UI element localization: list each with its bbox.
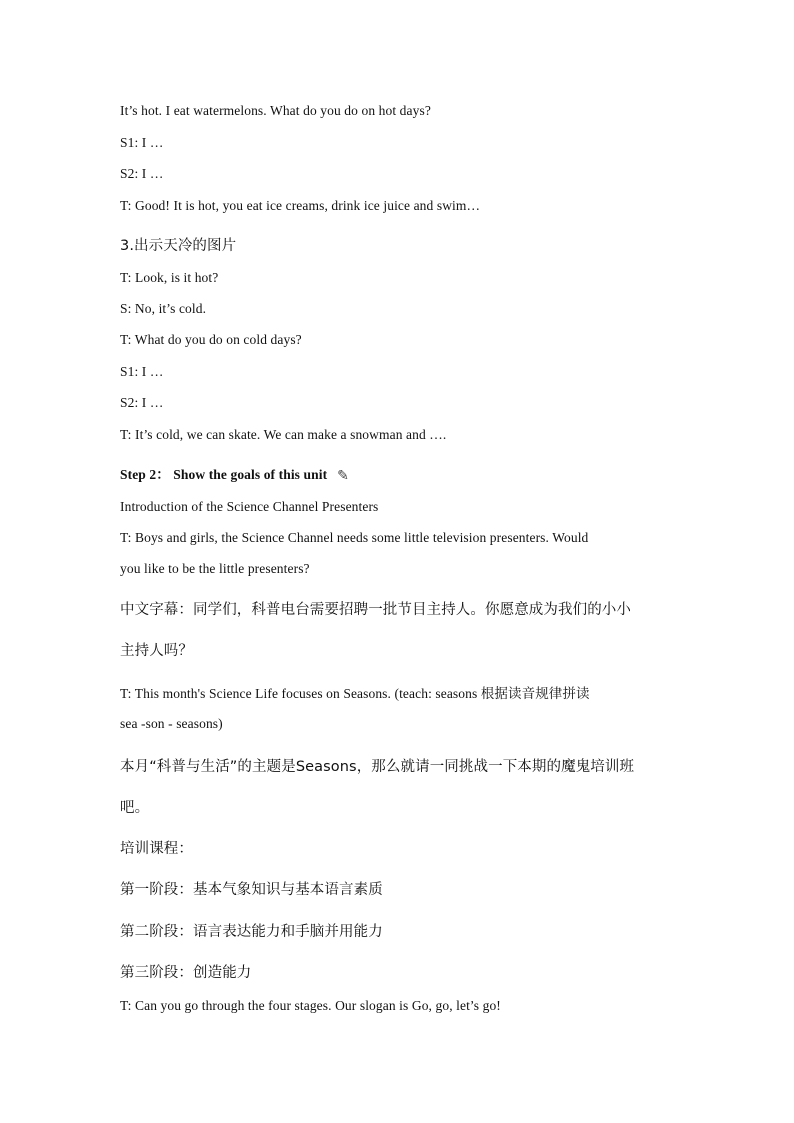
text-line: T: Good! It is hot, you eat ice creams, drink ice juice and swim… (120, 198, 481, 213)
text-line: It’s hot. I eat watermelons. What do you do on hot days? (120, 103, 431, 118)
text-line-chinese: 第一阶段：基本气象知识与基本语言素质 (120, 882, 383, 898)
text-line: you like to be the little presenters? (120, 561, 310, 576)
text-line-chinese: 主持人吗？ (120, 643, 193, 659)
text-line: T: This month's Science Life focuses on Seasons. (teach: seasons 根据读音规律拼读 (120, 686, 590, 701)
text-line: sea -son - seasons) (120, 716, 223, 731)
text-line-chinese: 吧。 (120, 800, 150, 816)
edit-icon: ✎ (337, 468, 350, 484)
text-line: T: What do you do on cold days? (120, 332, 302, 347)
text-line: S2: I … (120, 395, 164, 410)
step-heading (120, 463, 680, 484)
text-line-chinese: 中文字幕：同学们，科普电台需要招聘一批节目主持人。你愿意成为我们的小小 (120, 602, 631, 618)
text-line: T: Can you go through the four stages. Our slogan is Go, go, let’s go! (120, 998, 501, 1013)
text-line-chinese: 本月“科普与生活”的主题是Seasons，那么就请一同挑战一下本期的魔鬼培训班 (120, 759, 635, 775)
text-line-chinese: 第三阶段：创造能力 (120, 965, 252, 981)
text-line: Introduction of the Science Channel Presenters (120, 499, 379, 514)
text-line: S: No, it’s cold. (120, 301, 207, 316)
text-line: T: It’s cold, we can skate. We can make a snowman and …. (120, 427, 447, 442)
text-line-chinese: 第二阶段：语言表达能力和手脑并用能力 (120, 924, 383, 940)
text-line-heading: 3.出示天冷的图片 (120, 238, 237, 254)
text-line: T: Look, is it hot? (120, 270, 219, 285)
text-line-chinese: 培训课程： (120, 841, 193, 857)
text-line: S1: I … (120, 135, 164, 150)
step-heading-text: Step 2： Show the goals of this unit (120, 467, 328, 482)
text-line: S2: I … (120, 166, 164, 181)
text-line: T: Boys and girls, the Science Channel needs some little television presenters. Would (120, 530, 589, 545)
text-line: S1: I … (120, 364, 164, 379)
